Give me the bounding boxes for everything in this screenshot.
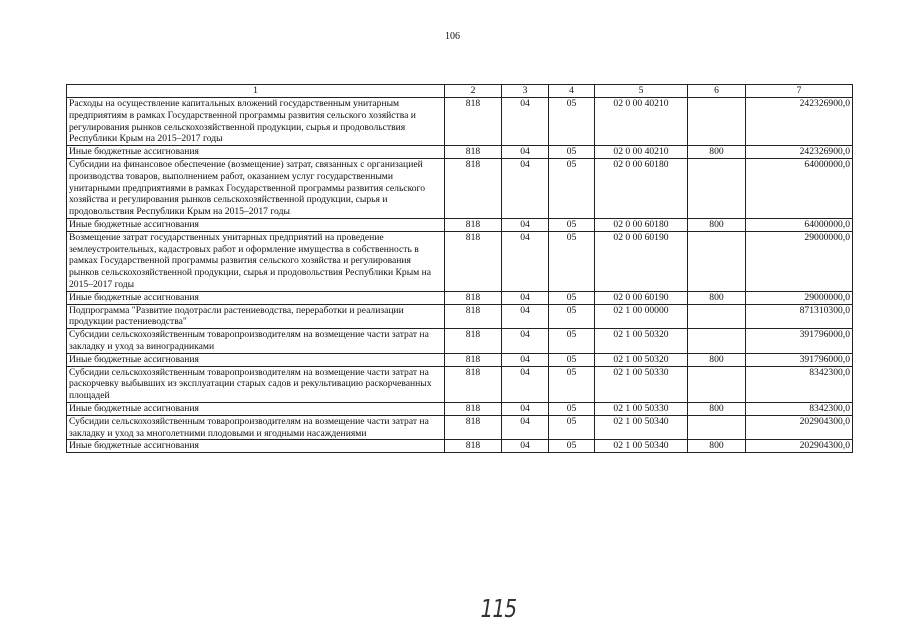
column-header: 2 <box>445 85 502 98</box>
table-row <box>67 366 853 402</box>
amount: 202904300,0 <box>746 440 853 453</box>
column-header: 5 <box>595 85 688 98</box>
table-row <box>67 291 853 304</box>
subsection-code: 05 <box>549 440 595 453</box>
expense-name: Иные бюджетные ассигнования <box>67 440 445 453</box>
ministry-code: 818 <box>445 231 502 291</box>
table-row <box>67 415 853 440</box>
table-row <box>67 218 853 231</box>
target-article-code: 02 1 00 00000 <box>595 304 688 329</box>
amount: 871310300,0 <box>746 304 853 329</box>
expense-name: Субсидии на финансовое обеспечение (возмещение) затрат, связанных с организацией производства товаров, выполнением работ, оказанием услуг государственными унитарными предприятиями в рамках Государственной программы развития сельского хозяйства и регулирования рынков сельскохозяйственной продукции, сырья и продовольствия Республики Крым на 2015–2017 годы <box>67 158 445 218</box>
ministry-code: 818 <box>445 304 502 329</box>
column-header: 7 <box>746 85 853 98</box>
section-code: 04 <box>502 158 549 218</box>
amount: 391796000,0 <box>746 329 853 354</box>
ministry-code: 818 <box>445 291 502 304</box>
ministry-code: 818 <box>445 366 502 402</box>
section-code: 04 <box>502 366 549 402</box>
amount: 29000000,0 <box>746 291 853 304</box>
table-row <box>67 353 853 366</box>
amount: 242326900,0 <box>746 98 853 146</box>
page-number: 106 <box>445 31 460 42</box>
target-article-code: 02 1 00 50320 <box>595 329 688 354</box>
amount: 8342300,0 <box>746 402 853 415</box>
expense-name: Подпрограмма "Развитие подотрасли растениеводства, переработки и реализации продукции растениеводства" <box>67 304 445 329</box>
section-code: 04 <box>502 218 549 231</box>
section-code: 04 <box>502 415 549 440</box>
section-code: 04 <box>502 329 549 354</box>
expense-name: Иные бюджетные ассигнования <box>67 218 445 231</box>
ministry-code: 818 <box>445 146 502 159</box>
target-article-code: 02 0 00 60180 <box>595 158 688 218</box>
subsection-code: 05 <box>549 231 595 291</box>
column-header: 4 <box>549 85 595 98</box>
subsection-code: 05 <box>549 366 595 402</box>
table-row <box>67 440 853 453</box>
ministry-code: 818 <box>445 402 502 415</box>
section-code: 04 <box>502 304 549 329</box>
expense-name: Иные бюджетные ассигнования <box>67 146 445 159</box>
section-code: 04 <box>502 146 549 159</box>
section-code: 04 <box>502 353 549 366</box>
column-header: 3 <box>502 85 549 98</box>
column-header: 1 <box>67 85 445 98</box>
table-row <box>67 329 853 354</box>
amount: 64000000,0 <box>746 158 853 218</box>
section-code: 04 <box>502 402 549 415</box>
ministry-code: 818 <box>445 329 502 354</box>
table-row <box>67 146 853 159</box>
expense-name: Иные бюджетные ассигнования <box>67 402 445 415</box>
target-article-code: 02 0 00 60190 <box>595 291 688 304</box>
table-row <box>67 231 853 291</box>
ministry-code: 818 <box>445 440 502 453</box>
expense-name: Субсидии сельскохозяйственным товаропроизводителям на возмещение части затрат на закладку и уход за виноградниками <box>67 329 445 354</box>
table-row <box>67 98 853 146</box>
expense-name: Субсидии сельскохозяйственным товаропроизводителям на возмещение части затрат на раскорчевку выбывших из эксплуатации старых садов и рекультивацию раскорчеванных площадей <box>67 366 445 402</box>
subsection-code: 05 <box>549 415 595 440</box>
column-header: 6 <box>688 85 746 98</box>
target-article-code: 02 0 00 60190 <box>595 231 688 291</box>
subsection-code: 05 <box>549 218 595 231</box>
amount: 391796000,0 <box>746 353 853 366</box>
amount: 202904300,0 <box>746 415 853 440</box>
expense-type-code: 800 <box>688 402 746 415</box>
expense-type-code <box>688 329 746 354</box>
target-article-code: 02 0 00 60180 <box>595 218 688 231</box>
target-article-code: 02 1 00 50330 <box>595 366 688 402</box>
ministry-code: 818 <box>445 158 502 218</box>
expense-type-code <box>688 98 746 146</box>
handwritten-page-number: 115 <box>480 594 517 623</box>
expense-type-code <box>688 415 746 440</box>
budget-table <box>66 84 853 453</box>
subsection-code: 05 <box>549 304 595 329</box>
expense-name: Иные бюджетные ассигнования <box>67 291 445 304</box>
amount: 64000000,0 <box>746 218 853 231</box>
target-article-code: 02 1 00 50330 <box>595 402 688 415</box>
expense-type-code: 800 <box>688 440 746 453</box>
amount: 8342300,0 <box>746 366 853 402</box>
expense-name: Возмещение затрат государственных унитарных предприятий на проведение землеустроительных, кадастровых работ и оформление имущества в собственность в рамках Государственной программы развития сельского хозяйства и регулирования рынков сельскохозяйственной продукции, сырья и продовольствия Республики Крым на 2015–2017 годы <box>67 231 445 291</box>
target-article-code: 02 1 00 50340 <box>595 415 688 440</box>
expense-type-code <box>688 304 746 329</box>
table-row <box>67 304 853 329</box>
amount: 29000000,0 <box>746 231 853 291</box>
subsection-code: 05 <box>549 98 595 146</box>
target-article-code: 02 0 00 40210 <box>595 146 688 159</box>
expense-type-code: 800 <box>688 291 746 304</box>
expense-type-code: 800 <box>688 146 746 159</box>
expense-type-code <box>688 366 746 402</box>
expense-type-code: 800 <box>688 218 746 231</box>
expense-name: Расходы на осуществление капитальных вложений государственным унитарным предприятиям в рамках Государственной программы развития сельского хозяйства и регулирования рынков сельскохозяйственной продукции, сырья и продовольствия Республики Крым на 2015–2017 годы <box>67 98 445 146</box>
section-code: 04 <box>502 440 549 453</box>
subsection-code: 05 <box>549 353 595 366</box>
target-article-code: 02 1 00 50340 <box>595 440 688 453</box>
section-code: 04 <box>502 231 549 291</box>
table-row <box>67 402 853 415</box>
target-article-code: 02 1 00 50320 <box>595 353 688 366</box>
subsection-code: 05 <box>549 291 595 304</box>
ministry-code: 818 <box>445 98 502 146</box>
subsection-code: 05 <box>549 329 595 354</box>
subsection-code: 05 <box>549 146 595 159</box>
ministry-code: 818 <box>445 353 502 366</box>
ministry-code: 818 <box>445 218 502 231</box>
target-article-code: 02 0 00 40210 <box>595 98 688 146</box>
amount: 242326900,0 <box>746 146 853 159</box>
expense-type-code <box>688 158 746 218</box>
table-row <box>67 158 853 218</box>
expense-type-code: 800 <box>688 353 746 366</box>
expense-name: Субсидии сельскохозяйственным товаропроизводителям на возмещение части затрат на закладку и уход за многолетними плодовыми и ягодными насаждениями <box>67 415 445 440</box>
ministry-code: 818 <box>445 415 502 440</box>
expense-type-code <box>688 231 746 291</box>
expense-name: Иные бюджетные ассигнования <box>67 353 445 366</box>
subsection-code: 05 <box>549 402 595 415</box>
section-code: 04 <box>502 291 549 304</box>
subsection-code: 05 <box>549 158 595 218</box>
column-number-row <box>67 85 853 98</box>
section-code: 04 <box>502 98 549 146</box>
